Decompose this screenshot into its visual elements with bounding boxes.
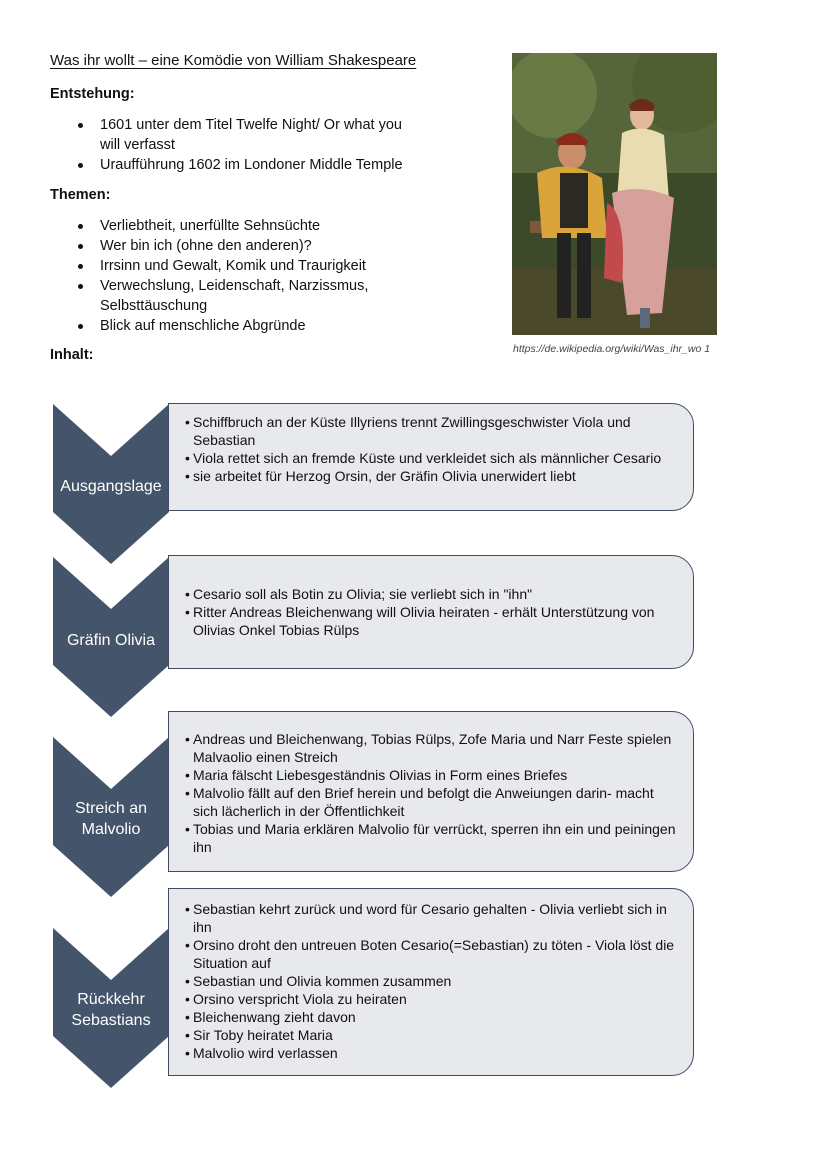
list-item: • Maria fälscht Liebesgeständnis Olivias in Form eines Briefes [183,766,679,784]
themen-heading: Themen: [50,187,111,203]
list-item: Blick auf menschliche Abgründe [50,316,410,336]
entstehung-heading: Entstehung: [50,86,135,102]
image-caption: https://de.wikipedia.org/wiki/Was_ihr_wo 1 [513,343,711,355]
themen-list [50,216,410,336]
list-item: • Orsino verspricht Viola zu heiraten [183,990,679,1008]
section-label [53,476,169,497]
list-item: • Viola rettet sich an fremde Küste und verkleidet sich als männlicher Cesario [183,449,679,467]
section-chevron [53,928,169,1088]
list-item: • Andreas und Bleichenwang, Tobias Rülps, Zofe Maria und Narr Feste spielen Malvaolio einen Streich [183,730,679,766]
list-item: • Bleichenwang zieht davon [183,1008,679,1026]
section-label [53,798,169,840]
list-item: • Tobias und Maria erklären Malvolio für verrückt, sperren ihn ein und peiningen ihn [183,820,679,856]
section-item-list [169,585,693,639]
list-item: • sie arbeitet für Herzog Orsin, der Gräfin Olivia unerwidert liebt [183,467,679,485]
section-content-box [168,711,694,872]
section-label-line: Ausgangslage [60,478,162,495]
section-label-line: Gräfin Olivia [66,632,156,649]
section-chevron [53,404,169,564]
list-item: • Ritter Andreas Bleichenwang will Olivia heiraten - erhält Unterstützung von Olivias Onkel Tobias Rülps [183,603,679,639]
list-item: • Sebastian und Olivia kommen zusammen [183,972,679,990]
painting-image [512,53,717,335]
section-label-line: Malvolio [81,821,141,838]
list-item: Verwechslung, Leidenschaft, Narzissmus, Selbsttäuschung [50,276,410,316]
section-chevron [53,737,169,897]
section-content-box [168,403,694,511]
section-label [53,989,169,1031]
document-title: Was ihr wollt – eine Komödie von William Shakespeare [50,52,417,69]
section-label-line: Streich an [74,800,148,817]
section-item-list [169,413,693,485]
section-chevron [53,557,169,717]
list-item: Irrsinn und Gewalt, Komik und Traurigkeit [50,256,410,276]
list-item: • Cesario soll als Botin zu Olivia; sie verliebt sich in "ihn" [183,585,679,603]
list-item: • Sebastian kehrt zurück und word für Cesario gehalten - Olivia verliebt sich in ihn [183,900,679,936]
list-item: Uraufführung 1602 im Londoner Middle Temple [50,155,410,175]
list-item: • Malvolio wird verlassen [183,1044,679,1062]
list-item: • Malvolio fällt auf den Brief herein und befolgt die Anweiungen darin- macht sich lächerlich in der Öffentlichkeit [183,784,679,820]
section-label [53,630,169,651]
section-label-line: Rückkehr [77,991,145,1008]
list-item: 1601 unter dem Titel Twelfe Night/ Or what you will verfasst [50,115,410,155]
list-item: • Sir Toby heiratet Maria [183,1026,679,1044]
section-item-list [169,900,693,1062]
list-item: • Schiffbruch an der Küste Illyriens trennt Zwillingsgeschwister Viola und Sebastian [183,413,679,449]
section-item-list [169,730,693,856]
list-item: Wer bin ich (ohne den anderen)? [50,236,410,256]
list-item: Verliebtheit, unerfüllte Sehnsüchte [50,216,410,236]
section-content-box [168,888,694,1076]
section-label-line: Sebastians [71,1012,151,1029]
section-content-box [168,555,694,669]
list-item: • Orsino droht den untreuen Boten Cesario(=Sebastian) zu töten - Viola löst die Situation auf [183,936,679,972]
inhalt-heading: Inhalt: [50,347,94,363]
entstehung-list [50,115,410,175]
